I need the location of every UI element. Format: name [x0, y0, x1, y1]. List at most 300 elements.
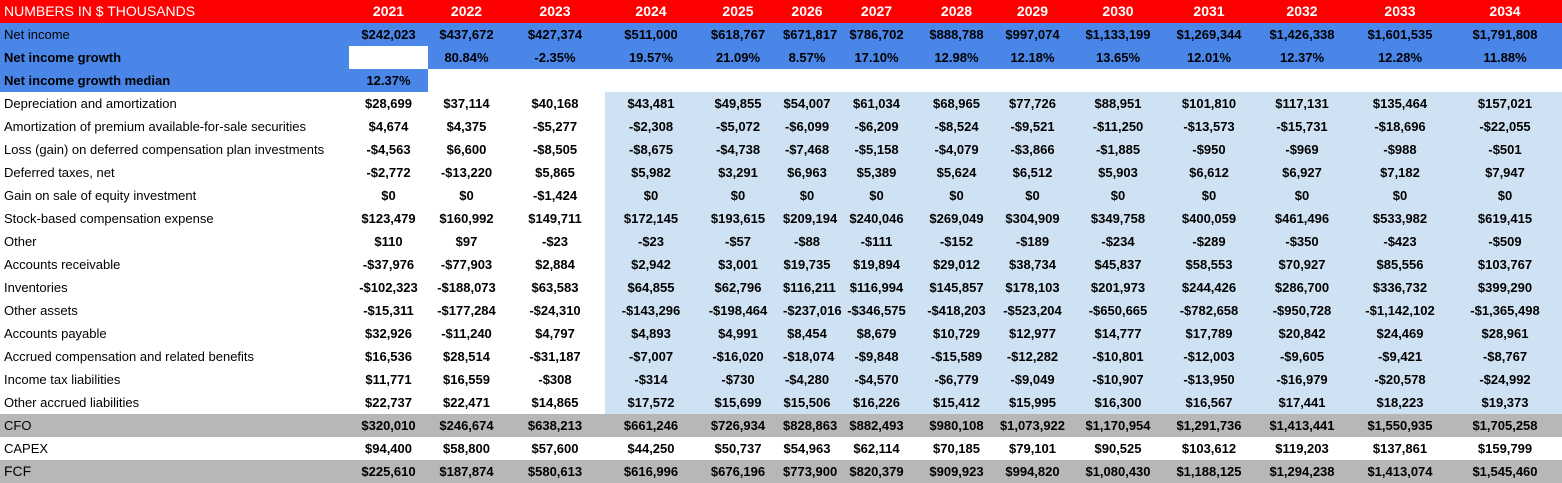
cashflow-item-row-cell[interactable]: -$189: [995, 230, 1070, 253]
cashflow-item-row-cell[interactable]: $45,837: [1070, 253, 1166, 276]
cashflow-item-row-cell[interactable]: -$23: [541, 234, 569, 249]
net-income-growth-row-label[interactable]: Net income growth: [0, 46, 349, 69]
cashflow-item-row-cell[interactable]: -$4,738: [697, 138, 779, 161]
cashflow-item-row-cell[interactable]: $3,001: [697, 253, 779, 276]
cashflow-item-row-cell[interactable]: -$11,240: [441, 326, 492, 341]
cashflow-item-row-cell[interactable]: $19,373: [1448, 391, 1562, 414]
cashflow-item-row-cell[interactable]: -$143,296: [605, 299, 697, 322]
net-income-row-cell[interactable]: $242,023: [349, 23, 428, 46]
cashflow-item-row-cell[interactable]: $29,012: [918, 253, 995, 276]
cashflow-item-row-cell[interactable]: -$16,979: [1252, 368, 1352, 391]
cashflow-item-row-cell[interactable]: $116,211: [779, 276, 835, 299]
cashflow-item-row-cell[interactable]: -$8,524: [918, 115, 995, 138]
cashflow-item-row-cell[interactable]: -$13,950: [1166, 368, 1252, 391]
cashflow-item-row-cell[interactable]: $88,951: [1070, 92, 1166, 115]
cashflow-item-row-cell[interactable]: -$15,731: [1252, 115, 1352, 138]
cashflow-item-row-cell[interactable]: $4,674: [368, 119, 409, 134]
cashflow-item-row-cell[interactable]: $0: [995, 184, 1070, 207]
fcf-row-cell[interactable]: $616,996: [605, 460, 697, 483]
cashflow-item-row-cell[interactable]: -$6,779: [918, 368, 995, 391]
cashflow-item-row-label[interactable]: Accounts receivable: [4, 257, 121, 272]
cashflow-item-row-cell[interactable]: $0: [835, 184, 918, 207]
cashflow-item-row-cell[interactable]: $117,131: [1252, 92, 1352, 115]
cashflow-item-row-cell[interactable]: -$18,074: [779, 345, 835, 368]
fcf-row-cell[interactable]: $676,196: [697, 460, 779, 483]
cashflow-item-row-cell[interactable]: $6,612: [1166, 161, 1252, 184]
cashflow-item-row-cell[interactable]: $110: [374, 234, 403, 249]
cashflow-item-row-cell[interactable]: -$5,277: [532, 119, 578, 134]
cashflow-item-row-label[interactable]: Accounts payable: [4, 326, 107, 341]
cashflow-item-row-cell[interactable]: $0: [1166, 184, 1252, 207]
cashflow-item-row-cell[interactable]: $19,894: [835, 253, 918, 276]
cashflow-item-row-label[interactable]: Accrued compensation and related benefits: [4, 349, 255, 364]
cashflow-item-row-cell[interactable]: $7,947: [1448, 161, 1562, 184]
cashflow-item-row-label[interactable]: Other assets: [4, 303, 78, 318]
cashflow-item-row-cell[interactable]: $32,926: [365, 326, 412, 341]
cashflow-item-row-cell[interactable]: $201,973: [1070, 276, 1166, 299]
cashflow-item-row-cell[interactable]: $149,711: [528, 211, 582, 226]
capex-row-cell[interactable]: $58,800: [428, 437, 505, 460]
cashflow-item-row-cell[interactable]: $19,735: [779, 253, 835, 276]
cashflow-item-row-cell[interactable]: $5,982: [605, 161, 697, 184]
year-header[interactable]: 2025: [697, 0, 779, 23]
cashflow-item-row-cell[interactable]: -$6,209: [835, 115, 918, 138]
year-header[interactable]: 2022: [428, 0, 505, 23]
cashflow-item-row-cell[interactable]: $6,963: [779, 161, 835, 184]
cashflow-item-row-cell[interactable]: -$988: [1352, 138, 1448, 161]
cashflow-item-row-cell[interactable]: $16,559: [443, 372, 490, 387]
cashflow-item-row-cell[interactable]: $11,771: [365, 372, 412, 387]
cashflow-item-row-cell[interactable]: -$9,848: [835, 345, 918, 368]
cashflow-item-row-cell[interactable]: $178,103: [995, 276, 1070, 299]
capex-row-cell[interactable]: $159,799: [1448, 437, 1562, 460]
cfo-row-cell[interactable]: $1,705,258: [1448, 414, 1562, 437]
cashflow-item-row-cell[interactable]: -$198,464: [697, 299, 779, 322]
cashflow-item-row-cell[interactable]: $0: [605, 184, 697, 207]
fcf-row-cell[interactable]: $580,613: [505, 460, 605, 483]
net-income-row-cell[interactable]: $888,788: [918, 23, 995, 46]
cashflow-item-row-cell[interactable]: $54,007: [779, 92, 835, 115]
net-income-growth-row-cell[interactable]: 13.65%: [1070, 46, 1166, 69]
cashflow-item-row-cell[interactable]: $17,572: [605, 391, 697, 414]
cashflow-item-row-label[interactable]: Other: [4, 234, 37, 249]
cashflow-item-row-cell[interactable]: $5,624: [918, 161, 995, 184]
cashflow-item-row-cell[interactable]: -$13,220: [440, 165, 493, 180]
cashflow-item-row-cell[interactable]: $22,471: [443, 395, 490, 410]
cashflow-item-row-cell[interactable]: -$10,801: [1070, 345, 1166, 368]
capex-row-cell[interactable]: $90,525: [1070, 437, 1166, 460]
cashflow-item-row-cell[interactable]: $5,865: [535, 165, 575, 180]
cashflow-item-row-cell[interactable]: $8,454: [779, 322, 835, 345]
cashflow-item-row-cell[interactable]: $461,496: [1252, 207, 1352, 230]
cashflow-item-row-cell[interactable]: -$782,658: [1166, 299, 1252, 322]
cashflow-item-row-cell[interactable]: -$950: [1166, 138, 1252, 161]
cashflow-item-row-cell[interactable]: $399,290: [1448, 276, 1562, 299]
cashflow-item-row-cell[interactable]: -$57: [697, 230, 779, 253]
empty-cell[interactable]: [779, 69, 835, 92]
cashflow-item-row-cell[interactable]: $15,995: [995, 391, 1070, 414]
cashflow-item-row-cell[interactable]: $68,965: [918, 92, 995, 115]
cashflow-item-row-cell[interactable]: $70,927: [1252, 253, 1352, 276]
cashflow-item-row-cell[interactable]: -$2,772: [366, 165, 411, 180]
net-income-growth-row-cell[interactable]: -2.35%: [505, 46, 605, 69]
cashflow-item-row-label[interactable]: Deferred taxes, net: [4, 165, 115, 180]
cashflow-item-row-cell[interactable]: $22,737: [365, 395, 412, 410]
net-income-row-cell[interactable]: $786,702: [835, 23, 918, 46]
cashflow-item-row-cell[interactable]: -$20,578: [1352, 368, 1448, 391]
cashflow-item-row-cell[interactable]: -$15,311: [363, 303, 414, 318]
cashflow-item-row-cell[interactable]: $14,865: [531, 395, 579, 410]
capex-row-label[interactable]: CAPEX: [0, 437, 349, 460]
cashflow-item-row-cell[interactable]: $63,583: [531, 280, 579, 295]
net-income-row-cell[interactable]: $671,817: [779, 23, 835, 46]
net-income-growth-row-cell[interactable]: 19.57%: [605, 46, 697, 69]
capex-row-cell[interactable]: $94,400: [349, 437, 428, 460]
cashflow-item-row-cell[interactable]: -$1,885: [1070, 138, 1166, 161]
cashflow-item-row-cell[interactable]: $49,855: [697, 92, 779, 115]
cashflow-item-row-cell[interactable]: $304,909: [995, 207, 1070, 230]
cashflow-item-row-cell[interactable]: $6,512: [995, 161, 1070, 184]
cashflow-item-row-cell[interactable]: -$8,675: [605, 138, 697, 161]
empty-cell[interactable]: [428, 69, 505, 92]
net-income-row-cell[interactable]: $997,074: [995, 23, 1070, 46]
cashflow-item-row-label[interactable]: Loss (gain) on deferred compensation plan investments: [4, 142, 325, 157]
capex-row-cell[interactable]: $57,600: [505, 437, 605, 460]
cashflow-item-row-cell[interactable]: $244,426: [1166, 276, 1252, 299]
net-income-growth-row-cell[interactable]: 12.98%: [918, 46, 995, 69]
year-header[interactable]: 2030: [1070, 0, 1166, 23]
empty-cell[interactable]: [1252, 69, 1352, 92]
cashflow-item-row-cell[interactable]: -$314: [605, 368, 697, 391]
cfo-row-cell[interactable]: $1,291,736: [1166, 414, 1252, 437]
cashflow-item-row-cell[interactable]: -$23: [605, 230, 697, 253]
cashflow-item-row-cell[interactable]: -$111: [835, 230, 918, 253]
cashflow-item-row-cell[interactable]: -$88: [779, 230, 835, 253]
net-income-row-cell[interactable]: $618,767: [697, 23, 779, 46]
cashflow-item-row-cell[interactable]: -$1,424: [532, 188, 578, 203]
cfo-row-cell[interactable]: $1,550,935: [1352, 414, 1448, 437]
empty-cell[interactable]: [918, 69, 995, 92]
cashflow-item-row-cell[interactable]: -$4,570: [835, 368, 918, 391]
cashflow-item-row-cell[interactable]: $18,223: [1352, 391, 1448, 414]
empty-cell[interactable]: [1166, 69, 1252, 92]
capex-row-cell[interactable]: $103,612: [1166, 437, 1252, 460]
year-header[interactable]: 2028: [918, 0, 995, 23]
fcf-row-cell[interactable]: $909,923: [918, 460, 995, 483]
cashflow-item-row-cell[interactable]: -$24,992: [1448, 368, 1562, 391]
cashflow-item-row-cell[interactable]: $4,991: [697, 322, 779, 345]
cashflow-item-row-cell[interactable]: $209,194: [779, 207, 835, 230]
cashflow-item-row-cell[interactable]: $160,992: [439, 211, 494, 226]
cashflow-item-row-cell[interactable]: $7,182: [1352, 161, 1448, 184]
cashflow-item-row-label[interactable]: Other accrued liabilities: [4, 395, 140, 410]
capex-row-cell[interactable]: $137,861: [1352, 437, 1448, 460]
cashflow-item-row-cell[interactable]: $15,412: [918, 391, 995, 414]
cashflow-item-row-cell[interactable]: $20,842: [1252, 322, 1352, 345]
cashflow-item-row-cell[interactable]: $58,553: [1166, 253, 1252, 276]
cashflow-item-row-cell[interactable]: $28,699: [365, 96, 412, 111]
cashflow-item-row-cell[interactable]: -$12,003: [1166, 345, 1252, 368]
cashflow-item-row-cell[interactable]: -$18,696: [1352, 115, 1448, 138]
cashflow-item-row-cell[interactable]: -$7,007: [605, 345, 697, 368]
cashflow-item-row-cell[interactable]: -$37,976: [362, 257, 415, 272]
cashflow-item-row-cell[interactable]: -$177,284: [437, 303, 496, 318]
cashflow-item-row-cell[interactable]: $349,758: [1070, 207, 1166, 230]
empty-cell[interactable]: [995, 69, 1070, 92]
cashflow-item-row-cell[interactable]: $101,810: [1166, 92, 1252, 115]
cashflow-item-row-cell[interactable]: $37,114: [443, 96, 490, 111]
cashflow-item-row-cell[interactable]: $0: [1252, 184, 1352, 207]
cashflow-item-row-cell[interactable]: -$77,903: [440, 257, 493, 272]
cashflow-item-row-cell[interactable]: $400,059: [1166, 207, 1252, 230]
cashflow-item-row-cell[interactable]: $0: [1448, 184, 1562, 207]
cashflow-item-row-cell[interactable]: -$234: [1070, 230, 1166, 253]
cashflow-item-row-cell[interactable]: -$1,365,498: [1448, 299, 1562, 322]
net-income-growth-median-label[interactable]: Net income growth median: [0, 69, 349, 92]
cashflow-item-row-cell[interactable]: $2,942: [605, 253, 697, 276]
cfo-row-cell[interactable]: $828,863: [779, 414, 835, 437]
cashflow-item-row-cell[interactable]: -$501: [1448, 138, 1562, 161]
cashflow-item-row-cell[interactable]: -$650,665: [1070, 299, 1166, 322]
cashflow-item-row-cell[interactable]: $103,767: [1448, 253, 1562, 276]
empty-cell[interactable]: [1448, 69, 1562, 92]
cashflow-item-row-cell[interactable]: $193,615: [697, 207, 779, 230]
fcf-row-cell[interactable]: $1,188,125: [1166, 460, 1252, 483]
cashflow-item-row-cell[interactable]: -$152: [918, 230, 995, 253]
cashflow-item-row-cell[interactable]: -$8,505: [532, 142, 578, 157]
cfo-row-cell[interactable]: $1,073,922: [995, 414, 1070, 437]
net-income-growth-row-cell[interactable]: 11.88%: [1448, 46, 1562, 69]
cashflow-item-row-cell[interactable]: -$7,468: [779, 138, 835, 161]
cashflow-item-row-cell[interactable]: $62,796: [697, 276, 779, 299]
year-header[interactable]: 2031: [1166, 0, 1252, 23]
cashflow-item-row-cell[interactable]: $240,046: [835, 207, 918, 230]
cfo-row-label[interactable]: CFO: [0, 414, 349, 437]
net-income-growth-row-cell[interactable]: 21.09%: [697, 46, 779, 69]
net-income-growth-row-cell[interactable]: [349, 46, 428, 69]
cashflow-item-row-cell[interactable]: -$509: [1448, 230, 1562, 253]
capex-row-cell[interactable]: $44,250: [605, 437, 697, 460]
cfo-row-cell[interactable]: $726,934: [697, 414, 779, 437]
cashflow-item-row-cell[interactable]: $6,600: [446, 142, 487, 157]
cashflow-item-row-cell[interactable]: $85,556: [1352, 253, 1448, 276]
cashflow-item-row-cell[interactable]: -$418,203: [918, 299, 995, 322]
cashflow-item-row-cell[interactable]: $0: [1352, 184, 1448, 207]
cashflow-item-row-cell[interactable]: -$31,187: [529, 349, 581, 364]
cashflow-item-row-cell[interactable]: -$523,204: [995, 299, 1070, 322]
year-header[interactable]: 2032: [1252, 0, 1352, 23]
cashflow-item-row-cell[interactable]: $14,777: [1070, 322, 1166, 345]
cashflow-item-row-cell[interactable]: $28,514: [443, 349, 490, 364]
cfo-row-cell[interactable]: $882,493: [835, 414, 918, 437]
cashflow-item-row-label[interactable]: Depreciation and amortization: [4, 96, 177, 111]
cashflow-item-row-cell[interactable]: -$188,073: [437, 280, 496, 295]
capex-row-cell[interactable]: $70,185: [918, 437, 995, 460]
cashflow-item-row-cell[interactable]: $533,982: [1352, 207, 1448, 230]
cashflow-item-row-cell[interactable]: $43,481: [605, 92, 697, 115]
cashflow-item-row-cell[interactable]: -$5,158: [835, 138, 918, 161]
cashflow-item-row-cell[interactable]: $116,994: [835, 276, 918, 299]
fcf-row-cell[interactable]: $1,294,238: [1252, 460, 1352, 483]
fcf-row-cell[interactable]: $820,379: [835, 460, 918, 483]
year-header[interactable]: 2027: [835, 0, 918, 23]
cashflow-item-row-cell[interactable]: $157,021: [1448, 92, 1562, 115]
cashflow-item-row-cell[interactable]: $135,464: [1352, 92, 1448, 115]
cashflow-item-row-cell[interactable]: -$730: [697, 368, 779, 391]
net-income-growth-median-value[interactable]: 12.37%: [349, 69, 428, 92]
cashflow-item-row-cell[interactable]: -$12,282: [995, 345, 1070, 368]
empty-cell[interactable]: [1352, 69, 1448, 92]
cashflow-item-row-label[interactable]: Income tax liabilities: [4, 372, 121, 387]
cashflow-item-row-cell[interactable]: -$6,099: [779, 115, 835, 138]
cashflow-item-row-cell[interactable]: -$4,563: [366, 142, 411, 157]
cashflow-item-row-cell[interactable]: $8,679: [835, 322, 918, 345]
year-header[interactable]: 2023: [505, 0, 605, 23]
cashflow-item-row-cell[interactable]: $123,479: [361, 211, 416, 226]
cashflow-item-row-label[interactable]: Stock-based compensation expense: [4, 211, 214, 226]
cashflow-item-row-cell[interactable]: -$969: [1252, 138, 1352, 161]
cashflow-item-row-cell[interactable]: -$237,016: [779, 299, 835, 322]
cashflow-item-row-cell[interactable]: -$15,589: [918, 345, 995, 368]
empty-cell[interactable]: [605, 69, 697, 92]
cashflow-item-row-cell[interactable]: -$2,308: [605, 115, 697, 138]
net-income-row-cell[interactable]: $1,601,535: [1352, 23, 1448, 46]
cashflow-item-row-label[interactable]: Inventories: [4, 280, 68, 295]
cashflow-item-row-cell[interactable]: -$289: [1166, 230, 1252, 253]
cashflow-item-row-cell[interactable]: -$9,421: [1352, 345, 1448, 368]
capex-row-cell[interactable]: $79,101: [995, 437, 1070, 460]
empty-cell[interactable]: [835, 69, 918, 92]
cashflow-item-row-label[interactable]: Gain on sale of equity investment: [4, 188, 197, 203]
cashflow-item-row-cell[interactable]: $0: [918, 184, 995, 207]
fcf-row-cell[interactable]: $1,080,430: [1070, 460, 1166, 483]
cashflow-item-row-cell[interactable]: -$950,728: [1252, 299, 1352, 322]
net-income-growth-row-cell[interactable]: 17.10%: [835, 46, 918, 69]
cashflow-item-row-cell[interactable]: -$5,072: [697, 115, 779, 138]
cashflow-item-row-cell[interactable]: -$24,310: [529, 303, 581, 318]
cashflow-item-row-cell[interactable]: $97: [455, 234, 478, 249]
cashflow-item-row-cell[interactable]: -$423: [1352, 230, 1448, 253]
fcf-row-cell[interactable]: $994,820: [995, 460, 1070, 483]
capex-row-cell[interactable]: $119,203: [1252, 437, 1352, 460]
net-income-row-label[interactable]: Net income: [0, 23, 349, 46]
year-header[interactable]: 2034: [1448, 0, 1562, 23]
net-income-growth-row-cell[interactable]: 12.37%: [1252, 46, 1352, 69]
cfo-row-cell[interactable]: $1,413,441: [1252, 414, 1352, 437]
cashflow-item-row-cell[interactable]: $6,927: [1252, 161, 1352, 184]
cashflow-item-row-cell[interactable]: $28,961: [1448, 322, 1562, 345]
cashflow-item-row-cell[interactable]: $16,300: [1070, 391, 1166, 414]
header-units-label[interactable]: NUMBERS IN $ THOUSANDS: [0, 0, 349, 23]
cashflow-item-row-cell[interactable]: $2,884: [535, 257, 575, 272]
cashflow-item-row-cell[interactable]: -$11,250: [1070, 115, 1166, 138]
fcf-row-cell[interactable]: $187,874: [428, 460, 505, 483]
fcf-row-cell[interactable]: $773,900: [779, 460, 835, 483]
capex-row-cell[interactable]: $62,114: [835, 437, 918, 460]
cashflow-item-row-cell[interactable]: $64,855: [605, 276, 697, 299]
cashflow-item-row-cell[interactable]: $619,415: [1448, 207, 1562, 230]
cashflow-item-row-cell[interactable]: $15,506: [779, 391, 835, 414]
cashflow-item-row-cell[interactable]: $15,699: [697, 391, 779, 414]
cashflow-item-row-cell[interactable]: -$13,573: [1166, 115, 1252, 138]
cashflow-item-row-cell[interactable]: -$22,055: [1448, 115, 1562, 138]
cashflow-item-row-cell[interactable]: $269,049: [918, 207, 995, 230]
cfo-row-cell[interactable]: $980,108: [918, 414, 995, 437]
net-income-row-cell[interactable]: $1,791,808: [1448, 23, 1562, 46]
cfo-row-cell[interactable]: $638,213: [505, 414, 605, 437]
cashflow-item-row-cell[interactable]: -$4,079: [918, 138, 995, 161]
net-income-growth-row-cell[interactable]: 12.28%: [1352, 46, 1448, 69]
cashflow-item-row-cell[interactable]: $3,291: [697, 161, 779, 184]
net-income-row-cell[interactable]: $437,672: [428, 23, 505, 46]
fcf-row-cell[interactable]: $225,610: [349, 460, 428, 483]
net-income-growth-row-cell[interactable]: 12.18%: [995, 46, 1070, 69]
cashflow-item-row-cell[interactable]: $145,857: [918, 276, 995, 299]
cashflow-item-row-cell[interactable]: $24,469: [1352, 322, 1448, 345]
cashflow-item-row-cell[interactable]: $12,977: [995, 322, 1070, 345]
cashflow-item-row-cell[interactable]: $61,034: [835, 92, 918, 115]
year-header[interactable]: 2021: [349, 0, 428, 23]
cashflow-item-row-cell[interactable]: $4,797: [535, 326, 575, 341]
net-income-growth-row-cell[interactable]: 8.57%: [779, 46, 835, 69]
cashflow-item-row-cell[interactable]: -$10,907: [1070, 368, 1166, 391]
cashflow-item-row-cell[interactable]: -$308: [538, 372, 572, 387]
net-income-row-cell[interactable]: $1,269,344: [1166, 23, 1252, 46]
cashflow-item-row-cell[interactable]: -$102,323: [359, 280, 418, 295]
empty-cell[interactable]: [697, 69, 779, 92]
cashflow-item-row-cell[interactable]: $38,734: [995, 253, 1070, 276]
cashflow-item-row-cell[interactable]: -$350: [1252, 230, 1352, 253]
empty-cell[interactable]: [1070, 69, 1166, 92]
capex-row-cell[interactable]: $54,963: [779, 437, 835, 460]
capex-row-cell[interactable]: $50,737: [697, 437, 779, 460]
cashflow-item-row-cell[interactable]: $4,893: [605, 322, 697, 345]
cfo-row-cell[interactable]: $1,170,954: [1070, 414, 1166, 437]
net-income-row-cell[interactable]: $427,374: [505, 23, 605, 46]
cashflow-item-row-cell[interactable]: $336,732: [1352, 276, 1448, 299]
cfo-row-cell[interactable]: $246,674: [428, 414, 505, 437]
cashflow-item-row-cell[interactable]: $5,903: [1070, 161, 1166, 184]
cashflow-item-row-cell[interactable]: $16,567: [1166, 391, 1252, 414]
cashflow-item-row-cell[interactable]: $0: [1070, 184, 1166, 207]
cashflow-item-row-cell[interactable]: $0: [381, 188, 396, 203]
fcf-row-cell[interactable]: $1,545,460: [1448, 460, 1562, 483]
cashflow-item-row-cell[interactable]: $5,389: [835, 161, 918, 184]
cashflow-item-row-cell[interactable]: -$9,049: [995, 368, 1070, 391]
year-header[interactable]: 2029: [995, 0, 1070, 23]
year-header[interactable]: 2026: [779, 0, 835, 23]
cashflow-item-row-cell[interactable]: $10,729: [918, 322, 995, 345]
cashflow-item-row-cell[interactable]: $0: [697, 184, 779, 207]
year-header[interactable]: 2024: [605, 0, 697, 23]
cashflow-item-row-cell[interactable]: -$1,142,102: [1352, 299, 1448, 322]
net-income-growth-row-cell[interactable]: 12.01%: [1166, 46, 1252, 69]
cfo-row-cell[interactable]: $661,246: [605, 414, 697, 437]
cashflow-item-row-label[interactable]: Amortization of premium available-for-sale securities: [4, 119, 307, 134]
cashflow-item-row-cell[interactable]: -$3,866: [995, 138, 1070, 161]
cashflow-item-row-cell[interactable]: $16,536: [365, 349, 412, 364]
cashflow-item-row-cell[interactable]: $77,726: [995, 92, 1070, 115]
cashflow-item-row-cell[interactable]: $286,700: [1252, 276, 1352, 299]
cashflow-item-row-cell[interactable]: $16,226: [835, 391, 918, 414]
cashflow-item-row-cell[interactable]: $0: [779, 184, 835, 207]
cfo-row-cell[interactable]: $320,010: [349, 414, 428, 437]
net-income-row-cell[interactable]: $1,426,338: [1252, 23, 1352, 46]
cashflow-item-row-cell[interactable]: -$9,605: [1252, 345, 1352, 368]
cashflow-item-row-cell[interactable]: -$16,020: [697, 345, 779, 368]
cashflow-item-row-cell[interactable]: $17,789: [1166, 322, 1252, 345]
empty-cell[interactable]: [505, 69, 605, 92]
